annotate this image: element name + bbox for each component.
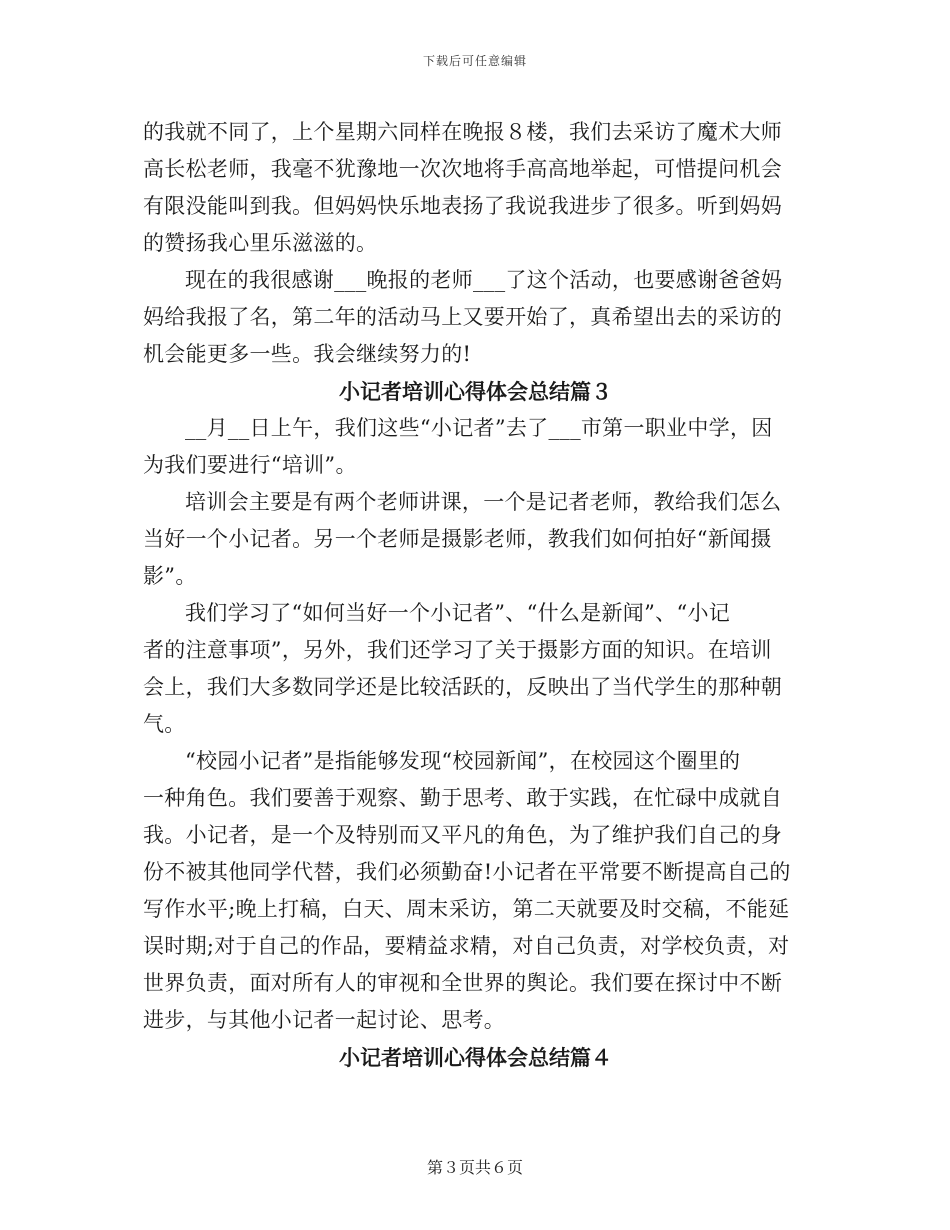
text-line: 世界负责，面对所有人的审视和全世界的舆论。我们要在探讨中不断 <box>143 971 782 995</box>
paragraph-thanks <box>143 262 808 373</box>
page-header: 下载后可任意编辑 <box>422 54 527 68</box>
paragraph-training-content <box>143 595 808 743</box>
text-line: 的赞扬我心里乐滋滋的。 <box>143 231 378 255</box>
text-line: “校园小记者”是指能够发现“校园新闻”，在校园这个圈里的 <box>185 749 741 773</box>
text-line: 会上，我们大多数同学还是比较活跃的，反映出了当代学生的那种朝 <box>143 675 782 699</box>
text-line: 写作水平;晚上打稿，白天、周末采访，第二天就要及时交稿，不能延 <box>143 897 790 921</box>
text-line: 高长松老师，我毫不犹豫地一次次地将手高高地举起，可惜提问机会 <box>143 157 782 181</box>
text-line: 培训会主要是有两个老师讲课，一个是记者老师，教给我们怎么 <box>185 490 782 514</box>
section-title-4: 小记者培训心得体会总结篇４ <box>339 1045 612 1070</box>
text-line: 进步，与其他小记者一起讨论、思考。 <box>143 1008 506 1032</box>
document-body <box>143 114 808 1076</box>
text-line: 误时期;对于自己的作品，要精益求精，对自己负责，对学校负责，对 <box>143 934 790 958</box>
text-line: __月__日上午，我们这些“小记者”去了___市第一职业中学，因 <box>185 416 773 440</box>
text-line: 影”。 <box>143 564 197 588</box>
text-line: 份不被其他同学代替，我们必须勤奋!小记者在平常要不断提高自己的 <box>143 860 791 884</box>
text-line: 为我们要进行“培训”。 <box>143 453 357 477</box>
paragraph-campus-reporter <box>143 743 808 1039</box>
text-line: 气。 <box>143 712 186 736</box>
text-line: 一种角色。我们要善于观察、勤于思考、敢于实践，在忙碌中成就自 <box>143 786 782 810</box>
text-line: 当好一个小记者。另一个老师是摄影老师，教我们如何拍好“新闻摄 <box>143 527 772 551</box>
text-line: 者的注意事项”，另外，我们还学习了关于摄影方面的知识。在培训 <box>143 638 772 662</box>
section-title-3: 小记者培训心得体会总结篇３ <box>339 379 612 404</box>
text-line: 我。小记者，是一个及特别而又平凡的角色，为了维护我们自己的身 <box>143 823 782 847</box>
paragraph-continuation <box>143 114 808 262</box>
paragraph-training-teachers <box>143 484 808 595</box>
text-line: 我们学习了“如何当好一个小记者”、“什么是新闻”、“小记 <box>185 601 731 625</box>
text-line: 现在的我很感谢___晚报的老师___了这个活动，也要感谢爸爸妈 <box>185 268 783 292</box>
text-line: 机会能更多一些。我会继续努力的! <box>143 342 472 366</box>
paragraph-training-date <box>143 410 808 484</box>
text-line: 的我就不同了，上个星期六同样在晚报８楼，我们去采访了魔术大师 <box>143 120 782 144</box>
text-line: 妈给我报了名，第二年的活动马上又要开始了，真希望出去的采访的 <box>143 305 782 329</box>
page-number-footer: 第３页共６页 <box>426 1158 523 1177</box>
text-line: 有限没能叫到我。但妈妈快乐地表扬了我说我进步了很多。听到妈妈 <box>143 194 782 218</box>
